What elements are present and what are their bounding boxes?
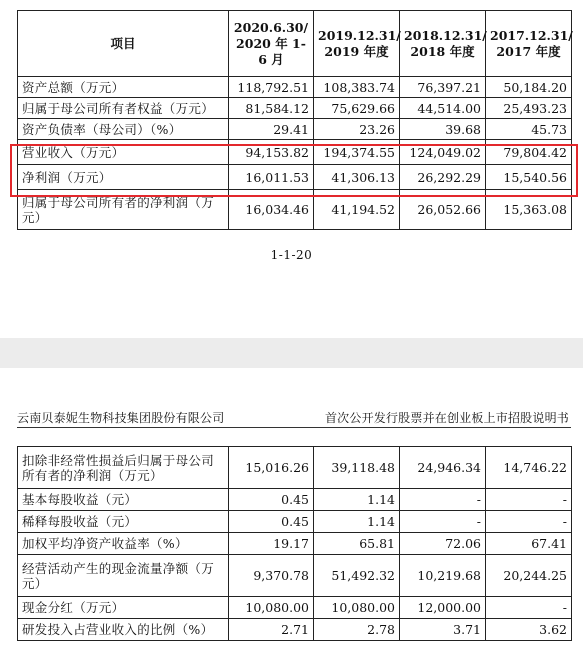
cell-value: 3.62: [486, 619, 572, 641]
row-label: 营业收入（万元）: [18, 140, 229, 165]
cell-value: 50,184.20: [486, 77, 572, 98]
cell-value: 75,629.66: [314, 98, 400, 119]
cell-value: -: [486, 511, 572, 533]
cell-value: 23.26: [314, 119, 400, 140]
cell-value: 3.71: [400, 619, 486, 641]
cell-value: 2.78: [314, 619, 400, 641]
page-separator: [0, 338, 583, 368]
cell-value: 76,397.21: [400, 77, 486, 98]
table-row: [18, 533, 572, 555]
cell-value: 39,118.48: [314, 447, 400, 489]
cell-value: 19.17: [229, 533, 314, 555]
cell-value: 41,306.13: [314, 165, 400, 190]
cell-value: 124,049.02: [400, 140, 486, 165]
cell-value: 0.45: [229, 511, 314, 533]
cell-value: 51,492.32: [314, 555, 400, 597]
cell-value: 12,000.00: [400, 597, 486, 619]
row-label: 扣除非经常性损益后归属于母公司所有者的净利润（万元）: [18, 447, 229, 489]
cell-value: 0.45: [229, 489, 314, 511]
cell-value: 15,363.08: [486, 190, 572, 230]
cell-value: 39.68: [400, 119, 486, 140]
cell-value: 2.71: [229, 619, 314, 641]
table-row: [18, 489, 572, 511]
cell-value: 79,804.42: [486, 140, 572, 165]
table-header-row: [18, 11, 572, 77]
table-row: [18, 77, 572, 98]
column-header-2017: 2017.12.31/ 2017 年度: [486, 11, 572, 77]
row-label: 现金分红（万元）: [18, 597, 229, 619]
cell-value: 24,946.34: [400, 447, 486, 489]
financial-summary-table-continued: [17, 446, 572, 641]
cell-value: 41,194.52: [314, 190, 400, 230]
row-label: 经营活动产生的现金流量净额（万元）: [18, 555, 229, 597]
row-label: 加权平均净资产收益率（%）: [18, 533, 229, 555]
cell-value: 29.41: [229, 119, 314, 140]
cell-value: 1.14: [314, 511, 400, 533]
cell-value: 15,016.26: [229, 447, 314, 489]
cell-value: 67.41: [486, 533, 572, 555]
cell-value: 45.73: [486, 119, 572, 140]
cell-value: -: [400, 489, 486, 511]
cell-value: 44,514.00: [400, 98, 486, 119]
company-name-header: 云南贝泰妮生物科技集团股份有限公司: [17, 411, 225, 425]
header-divider: [17, 427, 571, 428]
page-number: 1-1-20: [270, 248, 313, 262]
row-label: 归属于母公司所有者的净利润（万元）: [18, 190, 229, 230]
table-row: [18, 511, 572, 533]
cell-value: 25,493.23: [486, 98, 572, 119]
cell-value: 15,540.56: [486, 165, 572, 190]
cell-value: -: [486, 597, 572, 619]
row-label: 资产总额（万元）: [18, 77, 229, 98]
cell-value: 81,584.12: [229, 98, 314, 119]
cell-value: 194,374.55: [314, 140, 400, 165]
cell-value: 94,153.82: [229, 140, 314, 165]
cell-value: 26,292.29: [400, 165, 486, 190]
table-row: [18, 190, 572, 230]
cell-value: 65.81: [314, 533, 400, 555]
cell-value: 16,011.53: [229, 165, 314, 190]
column-header-item: 项目: [18, 11, 229, 77]
cell-value: 20,244.25: [486, 555, 572, 597]
column-header-2020h1: 2020.6.30/ 2020 年 1-6 月: [229, 11, 314, 77]
cell-value: 118,792.51: [229, 77, 314, 98]
row-label: 研发投入占营业收入的比例（%）: [18, 619, 229, 641]
table-row: [18, 619, 572, 641]
document-title-header: 首次公开发行股票并在创业板上市招股说明书: [324, 411, 569, 425]
cell-value: 108,383.74: [314, 77, 400, 98]
cell-value: -: [486, 489, 572, 511]
cell-value: 16,034.46: [229, 190, 314, 230]
row-label: 资产负债率（母公司）（%）: [18, 119, 229, 140]
table-row: [18, 447, 572, 489]
cell-value: 9,370.78: [229, 555, 314, 597]
cell-value: 10,080.00: [229, 597, 314, 619]
financial-summary-table: [17, 10, 572, 230]
cell-value: 10,219.68: [400, 555, 486, 597]
table-row: [18, 98, 572, 119]
cell-value: -: [400, 511, 486, 533]
cell-value: 14,746.22: [486, 447, 572, 489]
table-row: [18, 597, 572, 619]
cell-value: 1.14: [314, 489, 400, 511]
table-row-revenue: [18, 140, 572, 165]
table-row: [18, 555, 572, 597]
cell-value: 26,052.66: [400, 190, 486, 230]
column-header-2019: 2019.12.31/ 2019 年度: [314, 11, 400, 77]
row-label: 稀释每股收益（元）: [18, 511, 229, 533]
row-label: 净利润（万元）: [18, 165, 229, 190]
table-row: [18, 119, 572, 140]
row-label: 基本每股收益（元）: [18, 489, 229, 511]
cell-value: 72.06: [400, 533, 486, 555]
row-label: 归属于母公司所有者权益（万元）: [18, 98, 229, 119]
cell-value: 10,080.00: [314, 597, 400, 619]
column-header-2018: 2018.12.31/ 2018 年度: [400, 11, 486, 77]
prospectus-page-bottom: [0, 368, 583, 657]
table-row-net-profit: [18, 165, 572, 190]
